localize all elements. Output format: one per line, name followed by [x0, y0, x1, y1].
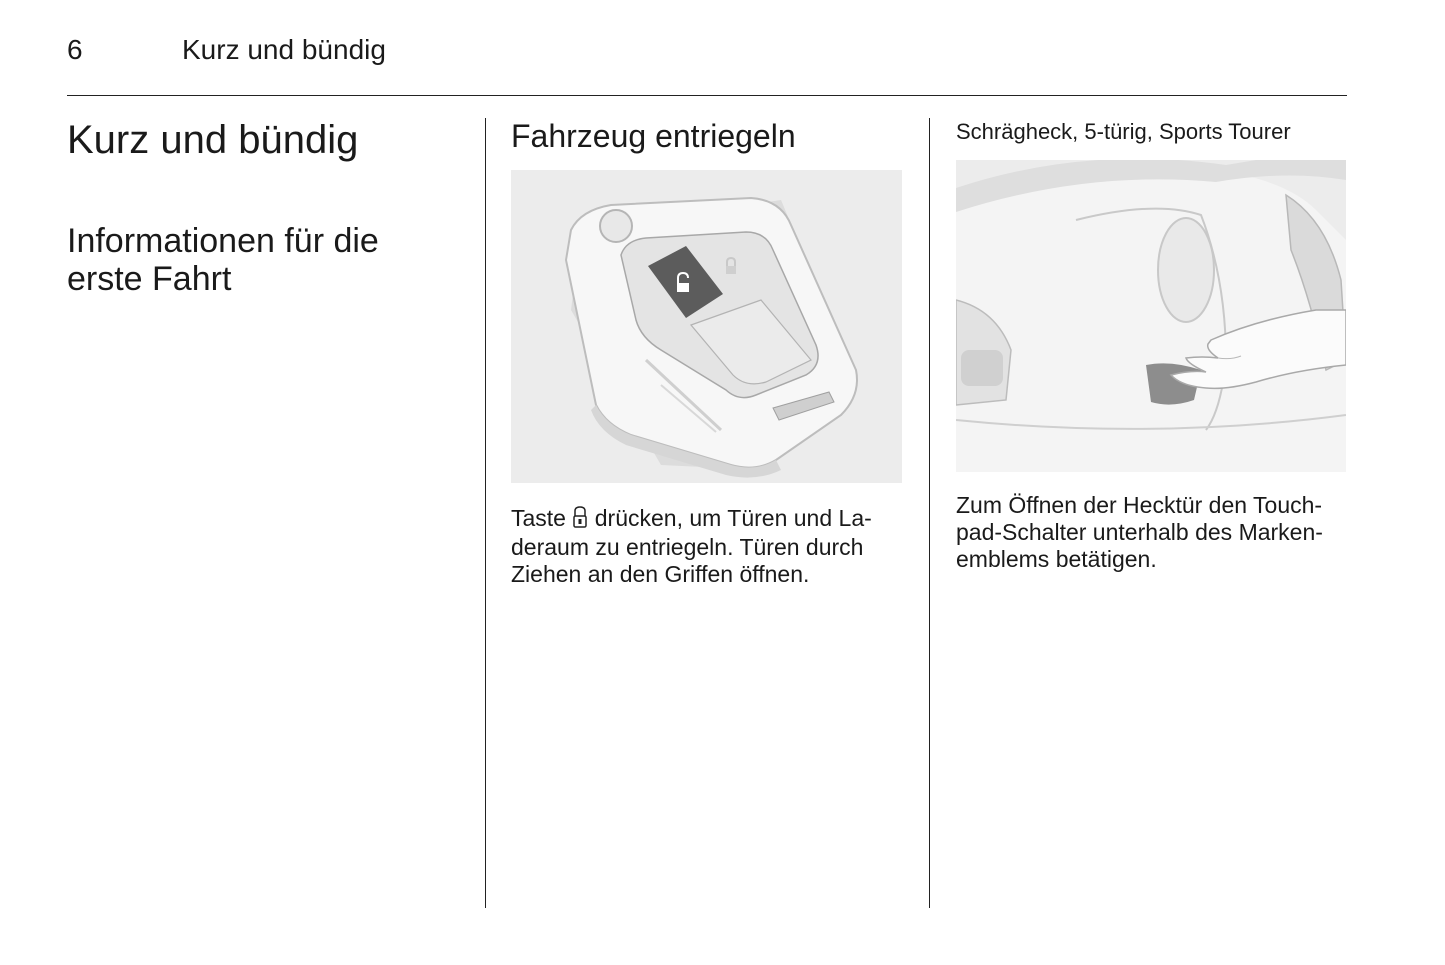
subsection-title-line: Informationen für die	[67, 222, 379, 260]
header-divider	[67, 95, 1347, 96]
instruction-text: pad-Schalter unterhalb des Marken-	[956, 519, 1323, 545]
subsection-title	[67, 222, 447, 298]
unlock-icon	[573, 506, 587, 534]
running-title: Kurz und bündig	[182, 34, 386, 65]
page-number: 6	[67, 34, 83, 65]
instruction-text: deraum zu entriegeln. Türen durch	[511, 534, 864, 560]
instruction-text: Ziehen an den Griffen öffnen.	[511, 561, 810, 587]
heading-unlock-vehicle: Fahrzeug entriegeln	[511, 118, 796, 154]
column-divider-right	[929, 118, 930, 908]
section-title: Kurz und bündig	[67, 118, 359, 162]
column-divider-left	[485, 118, 486, 908]
variant-caption: Schrägheck, 5-türig, Sports Tourer	[956, 119, 1291, 144]
instruction-text: emblems betätigen.	[956, 546, 1157, 572]
instruction-text: drücken, um Türen und La-	[594, 505, 872, 531]
subsection-title-line: erste Fahrt	[67, 260, 232, 298]
tailgate-instructions	[956, 492, 1346, 573]
instruction-text: Taste	[511, 505, 566, 531]
unlock-instructions	[511, 505, 903, 588]
instruction-text: Zum Öffnen der Hecktür den Touch-	[956, 492, 1323, 518]
tailgate-illustration	[956, 160, 1346, 472]
key-fob-illustration	[511, 170, 902, 483]
